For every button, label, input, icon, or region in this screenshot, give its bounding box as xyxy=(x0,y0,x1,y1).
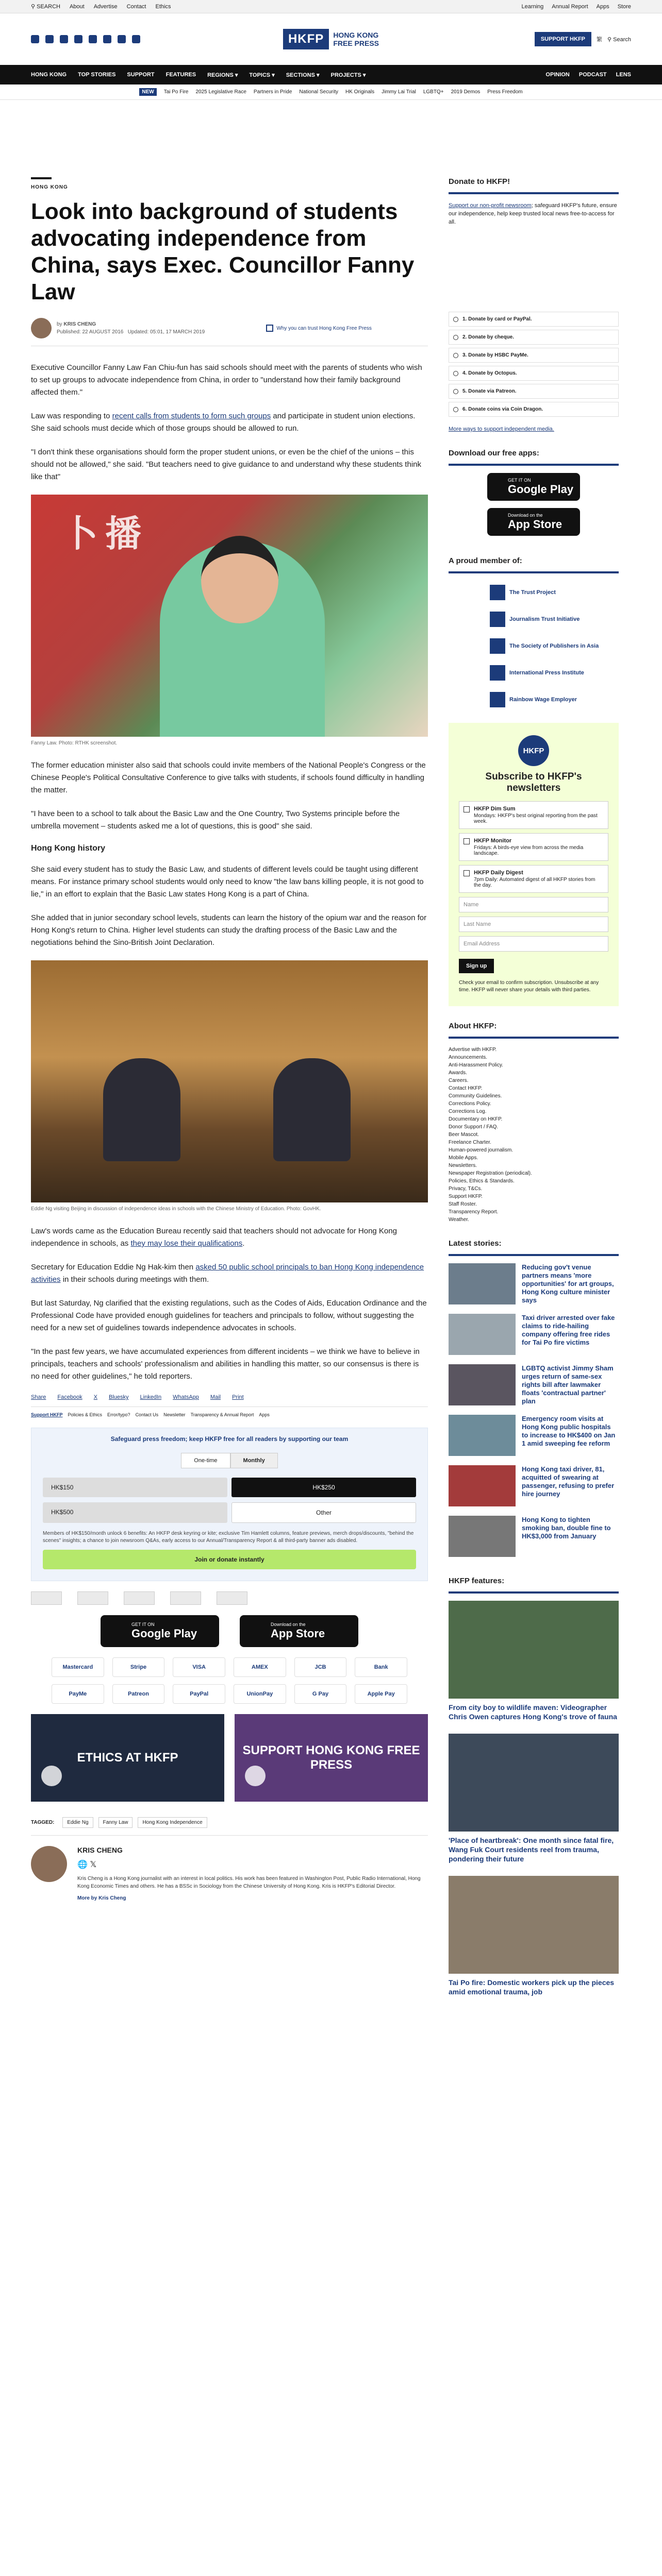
nav-item[interactable]: PODCAST xyxy=(578,72,607,78)
feature-story[interactable]: From city boy to wildlife maven: Videographer Chris Owen captures Hong Kong's trove of fauna xyxy=(449,1601,619,1721)
topbar-link[interactable]: Learning xyxy=(521,3,544,10)
payment-logo: JCB xyxy=(294,1657,347,1677)
paragraph: "I don't think these organisations should form the proper student unions, or even be the chief of the unions – this should not be allowed," she said. "But teachers need to give guidance to and understand why these students think like that" xyxy=(31,448,421,481)
donate-intro: Support our non-profit newsroom; safeguard HKFP's future, ensure our independence, help keep trusted local news free-to-access for all. xyxy=(449,202,617,225)
nav-item[interactable]: TOPICS ▾ xyxy=(249,72,275,78)
ethics-video-promo[interactable]: ETHICS AT HKFP xyxy=(31,1714,224,1802)
article-category[interactable]: HONG KONG xyxy=(31,177,52,190)
promo-videos xyxy=(31,1714,428,1802)
globe-icon[interactable]: 🌐 xyxy=(77,1860,88,1869)
member-logo[interactable] xyxy=(31,1591,62,1605)
trending-link[interactable]: Press Freedom xyxy=(487,89,523,95)
inline-link[interactable]: they may lose their qualifications xyxy=(130,1239,243,1248)
about-title: About HKFP: xyxy=(449,1022,619,1039)
about-link[interactable]: Weather. xyxy=(449,1217,469,1223)
radio-icon xyxy=(453,317,458,322)
topbar-link[interactable]: Annual Report xyxy=(552,3,588,10)
footer-link[interactable]: Contact Us xyxy=(135,1412,159,1417)
share-bar xyxy=(31,1394,428,1407)
google-play-badge[interactable]: GET IT ON Google Play xyxy=(101,1615,219,1647)
section-heading: Hong Kong history xyxy=(31,844,105,853)
apps-title: Download our free apps: xyxy=(449,449,619,466)
newsletter-option[interactable]: HKFP Daily Digest 7pm Daily: Automated digest of all HKFP stories from the day. xyxy=(459,865,608,893)
about-link[interactable]: Donor Support / FAQ. xyxy=(449,1124,499,1130)
payment-logo: Mastercard xyxy=(52,1657,104,1677)
donation-heading: Safeguard press freedom; keep HKFP free for all readers by supporting our team xyxy=(110,1435,349,1443)
search-icon: ⚲ xyxy=(607,36,614,43)
about-link[interactable]: Support HKFP. xyxy=(449,1194,483,1199)
about-link[interactable]: Community Guidelines. xyxy=(449,1093,502,1099)
paragraph: But last Saturday, Ng clarified that the existing regulations, such as the Codes of Aids, Education Ordinance and the Professional Code have provided enough guidelines for teachers and principals to follow, without suggesting the need for a new set of guidelines towards independence advocates in schools. xyxy=(31,1299,427,1332)
footer-link[interactable]: Error/typo? xyxy=(107,1412,130,1417)
donate-option[interactable]: 6. Donate coins via Coin Dragon. xyxy=(449,402,619,417)
feature-story[interactable]: Tai Po fire: Domestic workers pick up the pieces amid emotional trauma, job xyxy=(449,1876,619,1996)
tag[interactable]: Eddie Ng xyxy=(62,1817,93,1828)
about-link[interactable]: Contact HKFP. xyxy=(449,1086,483,1091)
topbar-link[interactable]: Ethics xyxy=(155,3,171,10)
payment-logo: Stripe xyxy=(112,1657,165,1677)
checkbox-icon xyxy=(464,806,470,812)
latest-story[interactable]: Hong Kong to tighten smoking ban, double fine to HK$3,000 from January xyxy=(449,1516,619,1557)
member-logo[interactable] xyxy=(124,1591,155,1605)
inline-link[interactable]: asked 50 public school principals to ban Hong Kong independence activities xyxy=(31,1263,424,1284)
footer-link[interactable]: Apps xyxy=(259,1412,270,1417)
about-link[interactable]: Newspaper Registration (periodical). xyxy=(449,1171,532,1176)
latest-story[interactable]: Taxi driver arrested over fake claims to ride-hailing company offering free rides for Tai Po fire victims xyxy=(449,1314,619,1355)
trending-link[interactable]: Tai Po Fire xyxy=(163,89,189,95)
play-icon xyxy=(245,1766,266,1786)
about-link[interactable]: Advertise with HKFP. xyxy=(449,1047,497,1053)
member-logo[interactable] xyxy=(217,1591,247,1605)
tag[interactable]: Fanny Law xyxy=(98,1817,133,1828)
latest-title: Latest stories: xyxy=(449,1239,619,1256)
trending-link[interactable]: 2025 Legislative Race xyxy=(195,89,246,95)
site-logo[interactable]: HKFP HONG KONG FREE PRESS xyxy=(283,29,379,49)
checkbox-icon xyxy=(464,838,470,844)
feature-thumbnail xyxy=(449,1601,619,1699)
member-title: A proud member of: xyxy=(449,556,619,573)
donate-title: Donate to HKFP! xyxy=(449,177,619,194)
join-donate-button[interactable]: Join or donate instantly xyxy=(43,1550,416,1569)
latest-story[interactable]: Hong Kong taxi driver, 81, acquitted of swearing at passenger, refusing to prefer hire journey xyxy=(449,1465,619,1506)
byline: by KRIS CHENG Published: 22 AUGUST 2016 Updated: 05:01, 17 MARCH 2019 Why you can trust Hong Kong Free Press xyxy=(31,318,428,346)
ipi-logo[interactable]: International Press Institute xyxy=(490,665,619,681)
about-link[interactable]: Transparency Report. xyxy=(449,1209,499,1215)
trust-link[interactable]: Why you can trust Hong Kong Free Press xyxy=(266,325,372,332)
nav-item[interactable]: REGIONS ▾ xyxy=(207,72,238,78)
x-icon[interactable] xyxy=(45,35,54,43)
tags-row: TAGGED: Eddie Ng Fanny Law Hong Kong Independence xyxy=(31,1817,428,1836)
feature-story[interactable]: 'Place of heartbreak': One month since fatal fire, Wang Fuk Court residents reel from trauma, pondering their future xyxy=(449,1734,619,1863)
x-icon[interactable]: 𝕏 xyxy=(90,1860,97,1869)
story-thumbnail xyxy=(449,1263,516,1304)
paragraph: Executive Councillor Fanny Law Fan Chiu-fun has said schools should meet with the parents of students who wish to set up groups to advocate independence from China, in order to "understand how their family background affected them." xyxy=(31,363,422,397)
latest-story[interactable]: Emergency room visits at Hong Kong public hospitals to increase to HK$400 on Jan 1 amid sweeping fee reform xyxy=(449,1415,619,1456)
donate-option[interactable]: 5. Donate via Patreon. xyxy=(449,384,619,399)
author-avatar xyxy=(31,1846,67,1882)
topbar-link[interactable]: Store xyxy=(617,3,631,10)
about-link[interactable]: Announcements. xyxy=(449,1055,488,1060)
inline-link[interactable]: recent calls from students to form such groups xyxy=(112,412,271,420)
rainbow-employer-logo[interactable]: Rainbow Wage Employer xyxy=(490,692,619,707)
newsletter-note: Check your email to confirm subscription. Unsubscribe at any time. HKFP will never share your details with third parties. xyxy=(459,980,599,993)
article-photo-eddie-ng xyxy=(31,960,428,1202)
paragraph: Law's words came as the Education Bureau recently said that teachers should not advocate for Hong Kong independence in schools, as they may lose their qualifications. xyxy=(31,1227,397,1248)
hkfp-logo: HKFP xyxy=(518,735,549,766)
donate-option[interactable]: 3. Donate by HSBC PayMe. xyxy=(449,348,619,363)
story-thumbnail xyxy=(449,1364,516,1405)
one-time-option[interactable]: One-time xyxy=(181,1453,230,1468)
about-link[interactable]: Privacy, T&Cs. xyxy=(449,1186,483,1192)
trending-link[interactable]: Partners in Pride xyxy=(253,89,292,95)
search-link[interactable]: ⚲ SEARCH xyxy=(31,4,60,10)
radio-icon xyxy=(453,407,458,412)
member-logo[interactable] xyxy=(77,1591,108,1605)
more-ways-link[interactable]: More ways to support independent media. xyxy=(449,426,554,432)
monthly-option[interactable]: Monthly xyxy=(230,1453,278,1468)
top-utility-bar xyxy=(0,0,662,13)
trending-link[interactable]: 2019 Demos xyxy=(451,89,481,95)
trending-link[interactable]: Jimmy Lai Trial xyxy=(382,89,416,95)
trust-project-logo[interactable]: The Trust Project xyxy=(490,585,619,600)
member-logo[interactable] xyxy=(170,1591,201,1605)
linkedin-icon[interactable] xyxy=(118,35,126,43)
topbar-link[interactable]: Advertise xyxy=(93,3,118,10)
radio-icon xyxy=(453,389,458,394)
donation-widget xyxy=(31,1428,428,1581)
article-title: Look into background of students advocating independence from China, says Exec. Councillor Fanny Law xyxy=(31,199,415,304)
nav-item[interactable]: SUPPORT xyxy=(127,72,155,78)
updated-date: Updated: 05:01, 17 MARCH 2019 xyxy=(127,329,205,335)
threads-icon[interactable] xyxy=(89,35,97,43)
payment-methods xyxy=(31,1657,428,1704)
about-list xyxy=(449,1046,619,1224)
bluesky-icon[interactable] xyxy=(103,35,111,43)
amount-option[interactable]: HK$500 xyxy=(43,1502,227,1523)
nav-item[interactable]: LENS xyxy=(616,72,631,78)
checkbox-icon xyxy=(464,870,470,876)
app-badges xyxy=(31,1615,428,1647)
youtube-icon[interactable] xyxy=(74,35,82,43)
tag[interactable]: Hong Kong Independence xyxy=(138,1817,207,1828)
nav-item[interactable]: SECTIONS ▾ xyxy=(286,72,320,78)
footer-link[interactable]: Support HKFP xyxy=(31,1412,63,1417)
support-hkfp-button[interactable]: SUPPORT HKFP xyxy=(535,32,591,46)
topbar-link[interactable]: About xyxy=(69,3,85,10)
about-link[interactable]: Corrections Log. xyxy=(449,1109,487,1114)
trending-link[interactable]: HK Originals xyxy=(345,89,375,95)
footer-link[interactable]: Transparency & Annual Report xyxy=(190,1412,254,1417)
about-link[interactable]: Policies, Ethics & Standards. xyxy=(449,1178,515,1184)
paragraph: Secretary for Education Eddie Ng Hak-kim then asked 50 public school principals to ban Hong Kong independence activities in their schools during meetings with them. xyxy=(31,1263,424,1284)
about-link[interactable]: Corrections Policy. xyxy=(449,1101,491,1107)
payment-logo: Bank xyxy=(355,1657,407,1677)
photo-caption: Fanny Law. Photo: RTHK screenshot. xyxy=(31,740,118,746)
newsletter-title: Subscribe to HKFP's newsletters xyxy=(485,771,582,793)
feature-thumbnail xyxy=(449,1876,619,1974)
published-date: Published: 22 AUGUST 2016 xyxy=(57,329,124,335)
article-main xyxy=(31,177,428,2009)
latest-story[interactable]: Reducing gov't venue partners means 'more opportunities' for art groups, Hong Kong culture minister says xyxy=(449,1263,619,1304)
amount-other[interactable]: Other xyxy=(231,1502,416,1523)
author-box xyxy=(31,1846,428,1901)
photo-caption: Eddie Ng visiting Beijing in discussion of independence ideas in schools with the Chinese Ministry of Education. Photo: GovHK. xyxy=(31,1206,321,1212)
about-link[interactable]: Anti-Harassment Policy. xyxy=(449,1062,503,1068)
footer-link[interactable]: Newsletter xyxy=(163,1412,186,1417)
about-link[interactable]: Mobile Apps. xyxy=(449,1155,478,1161)
footer-link[interactable]: Policies & Ethics xyxy=(68,1412,103,1417)
jti-logo[interactable]: Journalism Trust Initiative xyxy=(490,612,619,627)
last-name-field[interactable]: Last Name xyxy=(459,917,608,932)
latest-story[interactable]: LGBTQ activist Jimmy Sham urges return of same-sex rights bill after lawmaker floats 'contractual partner' plan xyxy=(449,1364,619,1405)
about-link[interactable]: Staff Roster. xyxy=(449,1201,477,1207)
share-x[interactable]: X xyxy=(93,1394,98,1400)
trending-link[interactable]: LGBTQ+ xyxy=(423,89,444,95)
share-print[interactable]: Print xyxy=(232,1394,244,1400)
signup-button[interactable]: Sign up xyxy=(459,959,494,973)
share-facebook[interactable]: Facebook xyxy=(57,1394,82,1400)
amount-option[interactable]: HK$150 xyxy=(43,1478,227,1497)
member-logos-row xyxy=(31,1591,428,1605)
story-thumbnail xyxy=(449,1516,516,1557)
newsletter-signup xyxy=(449,723,619,1006)
name-field[interactable]: Name xyxy=(459,897,608,912)
nav-item[interactable]: HONG KONG xyxy=(31,72,67,78)
newsletter-option[interactable]: HKFP Monitor Fridays: A birds-eye view from across the media landscape. xyxy=(459,833,608,861)
paragraph: Law was responding to recent calls from students to form such groups and participate in student union elections. She said schools must decide which of those groups should be allowed to run. xyxy=(31,412,416,433)
site-header xyxy=(0,13,662,65)
share-bluesky[interactable]: Bluesky xyxy=(109,1394,129,1400)
header-search-button[interactable]: ⚲ Search xyxy=(607,36,631,43)
membership-perks: Members of HK$150/month unlock 6 benefits: An HKFP desk keyring or kite; exclusive Tim Hamlett columns, feature previews, merch drops/discounts, "behind the scenes" insights; a chance to join newsroom Q&As, early access to our Annual/Transparency Report & all third-party banner ads disabled. xyxy=(43,1531,414,1544)
share-linkedin[interactable]: LinkedIn xyxy=(140,1394,162,1400)
paragraph: "In the past few years, we have accumulated experiences from different incidents – we think we have to believe in principals, teachers and schools' professionalism and abilities in handling this matter, so our consensus is there is no need for other guidelines," he told reporters. xyxy=(31,1347,420,1381)
radio-icon xyxy=(453,353,458,358)
payment-logo: Patreon xyxy=(112,1684,165,1704)
nav-item[interactable]: PROJECTS ▾ xyxy=(330,72,366,78)
email-field[interactable]: Email Address xyxy=(459,936,608,952)
google-play-badge[interactable]: GET IT ON Google Play xyxy=(487,473,580,501)
donate-option[interactable]: 4. Donate by Octopus. xyxy=(449,366,619,381)
payment-logo: Apple Pay xyxy=(355,1684,407,1704)
feature-thumbnail xyxy=(449,1734,619,1832)
more-by-author-link[interactable]: More by Kris Cheng xyxy=(77,1895,126,1901)
topbar-link[interactable]: Apps xyxy=(596,3,609,10)
play-icon xyxy=(41,1766,62,1786)
nav-item[interactable]: OPINION xyxy=(545,72,570,78)
nav-item[interactable]: TOP STORIES xyxy=(78,72,116,78)
about-link[interactable]: Beer Mascot. xyxy=(449,1132,479,1138)
amount-options xyxy=(43,1478,416,1523)
paragraph: She said every student has to study the Basic Law, and students of different levels could be taught using different means. For instance primary school students would only need to know "the law bans killing people, it is not good to lie," in an effort to explain that the Basic Law states Hong Kong is a part of China. xyxy=(31,865,424,899)
about-link[interactable]: Documentary on HKFP. xyxy=(449,1116,503,1122)
topbar-link[interactable]: Contact xyxy=(126,3,146,10)
instagram-icon[interactable] xyxy=(60,35,68,43)
radio-icon xyxy=(453,371,458,376)
nav-item[interactable]: FEATURES xyxy=(166,72,196,78)
share-whatsapp[interactable]: WhatsApp xyxy=(173,1394,199,1400)
story-thumbnail xyxy=(449,1415,516,1456)
payment-logo: PayPal xyxy=(173,1684,225,1704)
about-link[interactable]: Human-powered journalism. xyxy=(449,1147,514,1153)
about-link[interactable]: Newsletters. xyxy=(449,1163,477,1168)
article-footer-links xyxy=(31,1412,428,1417)
amount-option-selected[interactable]: HK$250 xyxy=(231,1478,416,1497)
payment-logo: VISA xyxy=(173,1657,225,1677)
newsletter-option[interactable]: HKFP Dim Sum Mondays: HKFP's best original reporting from the past week. xyxy=(459,801,608,829)
author-link[interactable]: KRIS CHENG xyxy=(63,321,96,327)
app-store-badge[interactable]: Download on the App Store xyxy=(487,508,580,536)
frequency-toggle xyxy=(43,1453,416,1468)
search-icon: ⚲ xyxy=(31,4,37,10)
sidebar xyxy=(449,177,619,2009)
author-avatar xyxy=(31,318,52,338)
share-label: Share xyxy=(31,1394,46,1400)
share-mail[interactable]: Mail xyxy=(210,1394,221,1400)
trust-icon xyxy=(266,325,273,332)
payment-logo: PayMe xyxy=(52,1684,104,1704)
social-links xyxy=(31,35,140,43)
facebook-icon[interactable] xyxy=(31,35,39,43)
payment-logo: UnionPay xyxy=(234,1684,286,1704)
story-thumbnail xyxy=(449,1465,516,1506)
app-store-badge[interactable]: Download on the App Store xyxy=(240,1615,358,1647)
payment-logo: AMEX xyxy=(234,1657,286,1677)
features-title: HKFP features: xyxy=(449,1577,619,1594)
new-badge: NEW xyxy=(139,88,156,96)
article-photo-fanny-law: 卜播 xyxy=(31,495,428,737)
donate-option[interactable]: 1. Donate by card or PayPal. xyxy=(449,312,619,327)
main-nav xyxy=(0,65,662,84)
radio-icon xyxy=(453,335,458,340)
paragraph: "I have been to a school to talk about the Basic Law and the One Country, Two Systems principle before the umbrella movement – students asked me a lot of questions, this is good" she said. xyxy=(31,809,400,831)
paragraph: She added that in junior secondary school levels, students can learn the history of the opium war and the reason for Hong Kong's return to China. Higher level students can study the drafting process of the Basic Law and the negotiations behind the Sino-British Joint Declaration. xyxy=(31,913,427,947)
about-link[interactable]: Freelance Charter. xyxy=(449,1140,491,1145)
payment-logo: G Pay xyxy=(294,1684,347,1704)
donate-intro-link[interactable]: Support our non-profit newsroom xyxy=(449,202,532,209)
donate-option[interactable]: 2. Donate by cheque. xyxy=(449,330,619,345)
donate-options xyxy=(449,312,619,417)
story-thumbnail xyxy=(449,1314,516,1355)
telegram-icon[interactable] xyxy=(132,35,140,43)
language-toggle[interactable]: 繁 xyxy=(597,37,603,43)
about-link[interactable]: Awards. xyxy=(449,1070,467,1076)
paragraph: The former education minister also said that schools could invite members of the National People's Congress or the Chinese People's Political Consultative Conference to give talks with students, if schools found difficulty in handling the matter. xyxy=(31,761,426,794)
sopa-logo[interactable]: The Society of Publishers in Asia xyxy=(490,638,619,654)
trending-link[interactable]: National Security xyxy=(299,89,338,95)
author-name[interactable]: KRIS CHENG xyxy=(77,1846,123,1854)
support-video-promo[interactable]: SUPPORT HONG KONG FREE PRESS xyxy=(235,1714,428,1802)
author-bio: Kris Cheng is a Hong Kong journalist with an interest in local politics. His work has been featured in Washington Post, Public Radio International, Hong Kong Economic Times and others. He has a BSSc in Sociology from the Chinese University of Hong Kong. Kris is HKFP's Editorial Director. xyxy=(77,1876,421,1889)
about-link[interactable]: Careers. xyxy=(449,1078,469,1083)
trending-bar xyxy=(0,84,662,100)
